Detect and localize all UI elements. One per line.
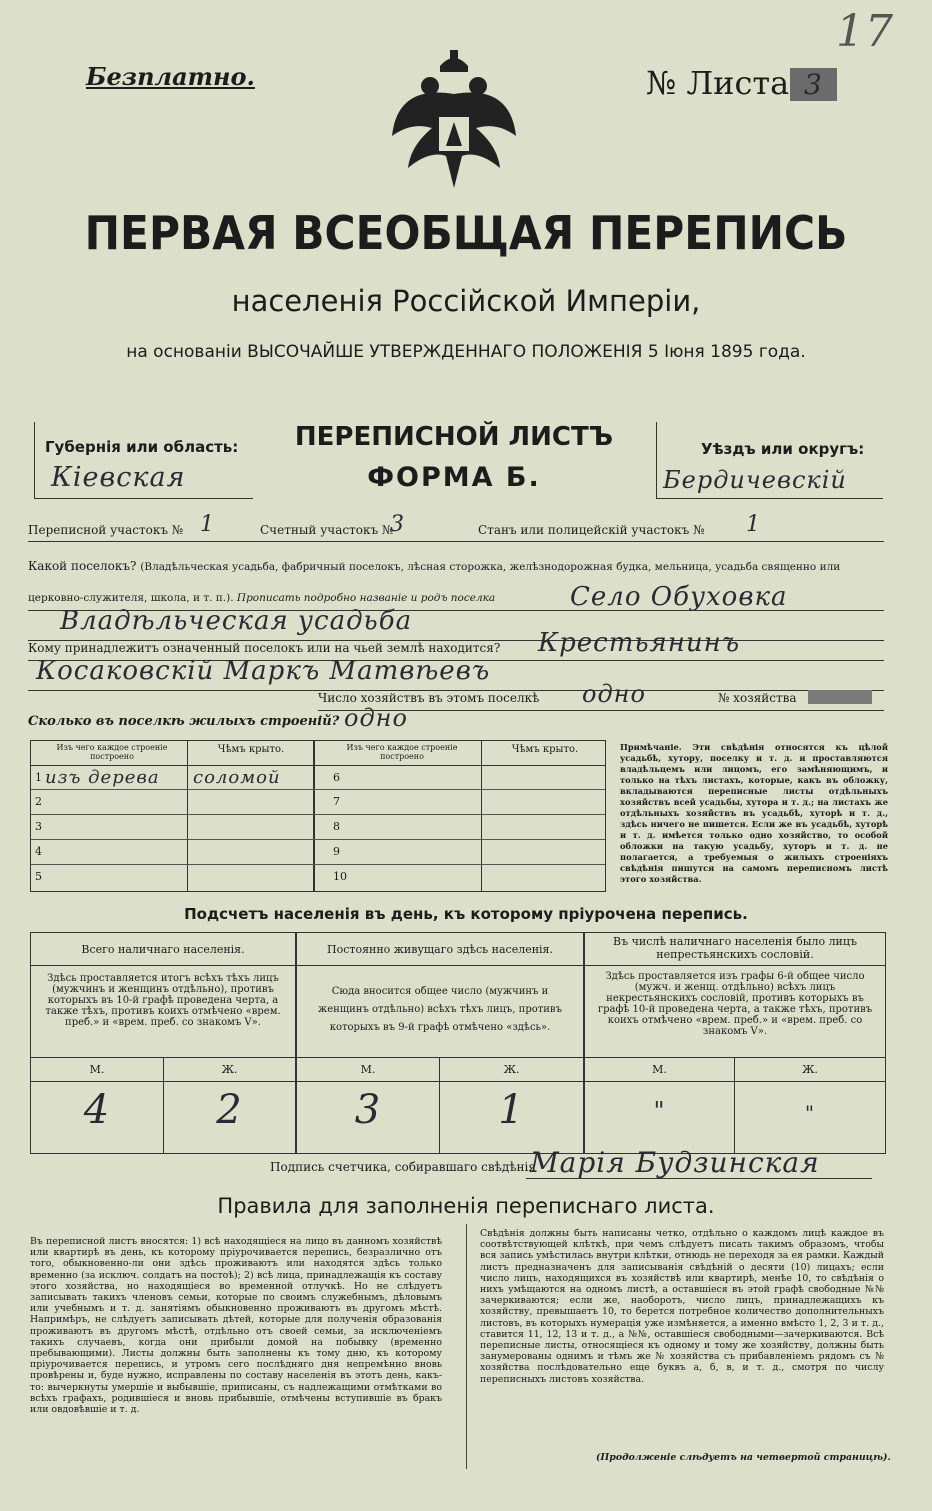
column-header-roof: Чѣмъ крыто. xyxy=(511,744,579,755)
settlement-hint-2 xyxy=(28,592,495,604)
population-title: Подсчетъ населенія въ день, къ которому пріурочена перепись. xyxy=(184,905,748,923)
present-male-count: 4 xyxy=(83,1087,111,1133)
non-peasant-male-count: " xyxy=(653,1097,666,1125)
settlement-hint: (Владѣльческая усадьба, фабричный поселокъ, лѣсная сторожка, желѣзнодорожная будка, мельница, усадьба священно или xyxy=(140,561,841,573)
form-label: ФОРМА Б. xyxy=(367,462,541,493)
divider xyxy=(31,814,605,815)
divider xyxy=(481,741,482,891)
divider xyxy=(466,1224,467,1469)
divider xyxy=(31,765,605,766)
row-number: 4 xyxy=(35,845,42,858)
column-desc-non-peasant: Здѣсь проставляется изъ графы 6-й общее число (мужч. и женщ. отдѣльно) всѣхъ лицъ некрестьянскихъ сословій, противъ которыхъ въ графѣ 10-й проведена черта, а также тѣхъ, противъ коихъ отмѣчено «врем. преб.» и «врем. преб. со знакомъ V». xyxy=(597,971,873,1037)
province-value: Кіевская xyxy=(51,462,186,493)
settlement-instruction: Прописать подробно названіе и родъ поселка xyxy=(236,592,496,604)
district-value: Бердичевскій xyxy=(663,466,847,494)
row-number: 10 xyxy=(333,870,347,883)
column-header-non-peasant: Въ числѣ наличнаго населенія было лицъ непрестьянскихъ сословій. xyxy=(613,935,857,961)
district-label: Уѣздъ или округъ: xyxy=(701,440,865,458)
settlement-value-2: Владѣльческая усадьба xyxy=(60,606,413,636)
building-material: изъ дерева xyxy=(45,767,160,788)
settlement-value: Село Обуховка xyxy=(570,582,788,612)
count-area-value: 3 xyxy=(390,512,405,537)
police-area-label: Станъ или полицейскій участокъ № xyxy=(478,523,705,537)
signature-label: Подпись счетчика, собиравшаго свѣдѣнія xyxy=(270,1160,536,1174)
divider xyxy=(31,839,605,840)
owner-value-2: Косаковскій Маркъ Матвѣевъ xyxy=(36,656,491,686)
male-label: М. xyxy=(652,1063,667,1076)
imperial-eagle-emblem xyxy=(388,48,520,198)
rules-right-column: Свѣдѣнія должны быть написаны четко, отдѣльно о каждомъ лицѣ каждое въ соотвѣтствующей клѣткѣ, при чемъ слѣдуетъ писать такимъ образомъ, чтобы вся запись умѣстилась внутри клѣтки, отнюдь не переходя за ея рамки. Каждый листъ предназначенъ для записыванія свѣдѣній о десяти (10) лицахъ; если число лицъ, находящихся въ хозяйствѣ или квартирѣ, менѣе 10, то свѣдѣнія о нихъ умѣщаются на одномъ листѣ, а оставшіеся въ этой графѣ свободные №№ зачеркиваются; если же, наоборотъ, число лицъ, принадлежащихъ къ хозяйству, превышаетъ 10, то берется потребное количество дополнительныхъ листовъ, въ которыхъ нумерація уже измѣняется, а именно вмѣсто 1, 2, 3 и т. д., ставится 11, 12, 13 и т. д., а №№, оставшіеся свободными—зачеркиваются. Всѣ переписные листы, относящіеся къ одному и тому же хозяйству, должны быть занумерованы однимъ и тѣмъ же № хозяйства съ прибавленіемъ рядомъ съ № хозяйства послѣдовательно еще буквъ а, б, в, и т. д., смотря по числу переписныхъ листовъ хозяйства. xyxy=(480,1228,884,1385)
building-roof: соломой xyxy=(193,767,281,788)
divider xyxy=(31,789,605,790)
column-header-material: Изъ чего каждое строеніе построено xyxy=(346,743,458,761)
male-label: М. xyxy=(89,1063,105,1076)
row-number: 8 xyxy=(333,820,340,833)
column-desc-permanent: Сюда вносится общее число (мужчинъ и женщинъ отдѣльно) всѣхъ тѣхъ лицъ, противъ которыхъ въ 9-й графѣ отмѣчено «здѣсь». xyxy=(318,986,562,1033)
divider xyxy=(187,741,188,891)
corner-mark: 17 xyxy=(836,6,894,57)
buildings-note: Примѣчаніе. Эти свѣдѣнія относятся къ цѣлой усадьбѣ, хутору, поселку и т. д. и проставляются владѣльцемъ или лицомъ, его замѣняющимъ, и только на тѣхъ листахъ, которые, какъ въ обложку, вкладываются переписные листы отдѣльныхъ хозяйствъ всей усадьбы, хутора и т. д.; на листахъ же отдѣльныхъ хозяйствъ въ усадьбѣ, хуторѣ и т. д., здѣсь ничего не пишется. Если же въ усадьбѣ, хуторѣ и т. д. имѣется только одно хозяйство, то особой обложки на такую усадьбу, хуторъ и т. д. не полагается, а требуемыя о жилыхъ строеніяхъ свѣдѣнія пишутся на самомъ переписномъ листѣ этого хозяйства. xyxy=(620,742,888,884)
buildings-table xyxy=(30,740,606,892)
count-area-label: Счетный участокъ № xyxy=(260,523,394,537)
column-header-roof: Чѣмъ крыто. xyxy=(217,744,285,755)
divider xyxy=(526,1178,872,1179)
dwellings-value: одно xyxy=(344,704,408,732)
divider xyxy=(313,741,315,891)
divider xyxy=(31,1081,885,1082)
column-header-material: Изъ чего каждое строеніе построено xyxy=(56,743,168,761)
census-area-label: Переписной участокъ № xyxy=(28,523,184,537)
row-number: 9 xyxy=(333,845,340,858)
row-number: 7 xyxy=(333,795,340,808)
settlement-label xyxy=(28,559,840,573)
rules-left-column: Въ переписной листъ вносятся: 1) всѣ находящіеся на лицо въ данномъ хозяйствѣ или квартирѣ въ день, къ которому пріурочивается перепись, безразлично отъ того, обыкновенно-ли они здѣсь проживаютъ или находятся здѣсь только временно (за исключ. солдатъ на постоѣ); 2) всѣ лица, принадлежащія къ составу этого хозяйства, но находящіеся во временной отлучкѣ. Но не слѣдуетъ записывать такихъ членовъ семьи, которые по своимъ служебнымъ, дѣловымъ или учебнымъ и т. д. занятіямъ обыкновенно проживаютъ въ другомъ мѣстѣ. Напримѣръ, не слѣдуетъ записывать дѣтей, которые для полученія образованія проживаютъ въ другомъ мѣстѣ, отдѣльно отъ своей семьи, за исключеніемъ такихъ случаевъ, когда они прибыли домой на побывку (временно пребывающими). Листы должны быть заполнены къ тому дню, къ которому пріурочивается перепись, и утромъ сего послѣдняго дня непремѣнно вновь провѣрены и, буде нужно, исправлены по составу населенія въ этотъ день, какъ-то: вычеркнуты умершіе и выбывшіе, приписаны, съ надлежащими отмѣтками во всѣхъ графахъ, родившіеся и вновь прибывшіе, отмѣчены вступившіе въ бракъ или овдовѣвшіе и т. д. xyxy=(30,1236,442,1416)
province-label: Губернія или область: xyxy=(45,438,239,456)
rules-title: Правила для заполненія переписнаго листа. xyxy=(217,1194,715,1218)
non-peasant-female-count: " xyxy=(804,1101,816,1125)
census-area-value: 1 xyxy=(200,512,215,537)
households-value: одно xyxy=(582,680,646,708)
owner-value: Крестьянинъ xyxy=(538,628,741,658)
present-female-count: 2 xyxy=(216,1087,243,1133)
owner-label: Кому принадлежитъ означенный поселокъ или на чьей землѣ находится? xyxy=(28,641,501,655)
column-header-present: Всего наличнаго населенія. xyxy=(81,943,245,956)
settlement-question: Какой поселокъ? xyxy=(28,559,137,573)
household-number-label: № хозяйства xyxy=(718,691,797,705)
column-header-permanent: Постоянно живущаго здѣсь населенія. xyxy=(327,943,553,956)
sheet-number-value: 3 xyxy=(790,68,837,101)
permanent-female-count: 1 xyxy=(498,1087,525,1133)
row-number: 1 xyxy=(35,771,42,784)
police-area-value: 1 xyxy=(746,512,761,537)
row-number: 6 xyxy=(333,771,340,784)
province-box xyxy=(34,422,253,499)
district-box xyxy=(656,422,883,499)
row-number: 5 xyxy=(35,870,42,883)
male-label: М. xyxy=(360,1063,376,1076)
sheet-number-label: № Листа xyxy=(646,64,790,102)
sheet-title: ПЕРЕПИСНОЙ ЛИСТЪ xyxy=(294,422,614,452)
female-label: Ж. xyxy=(802,1063,818,1076)
column-desc-present: Здѣсь проставляется итогъ всѣхъ тѣхъ лицъ (мужчинъ и женщинъ отдѣльно), противъ которыхъ въ 10-й графѣ проведена черта, а также тѣхъ, противъ коихъ отмѣчено «врем. преб.» и «врем. преб. со знакомъ V». xyxy=(45,973,281,1028)
permanent-male-count: 3 xyxy=(354,1087,382,1133)
row-number: 3 xyxy=(35,820,42,833)
settlement-hint-2-text: церковно-служителя, школа, и т. п.). xyxy=(28,592,234,604)
dwellings-label: Сколько въ поселкѣ жилыхъ строеній? xyxy=(28,714,340,729)
free-label: Безплатно. xyxy=(86,62,255,91)
divider xyxy=(28,541,884,542)
signature-value: Марія Будзинская xyxy=(530,1146,820,1179)
female-label: Ж. xyxy=(503,1063,520,1076)
population-table xyxy=(30,932,886,1154)
rules-continued: (Продолженіе слѣдуетъ на четвертой страницѣ). xyxy=(596,1452,891,1463)
legal-basis: на основаніи ВЫСОЧАЙШЕ УТВЕРЖДЕННАГО ПОЛОЖЕНІЯ 5 Іюня 1895 года. xyxy=(126,342,806,362)
row-number: 2 xyxy=(35,795,42,808)
households-label: Число хозяйствъ въ этомъ поселкѣ xyxy=(318,691,540,705)
divider xyxy=(31,864,605,865)
divider xyxy=(31,1057,885,1058)
household-number-redacted xyxy=(808,690,872,704)
female-label: Ж. xyxy=(221,1063,238,1076)
page-title: ПЕРВАЯ ВСЕОБЩАЯ ПЕРЕПИСЬ xyxy=(84,206,848,260)
page-subtitle: населенія Россійской Имперіи, xyxy=(231,284,701,318)
divider xyxy=(31,965,885,966)
